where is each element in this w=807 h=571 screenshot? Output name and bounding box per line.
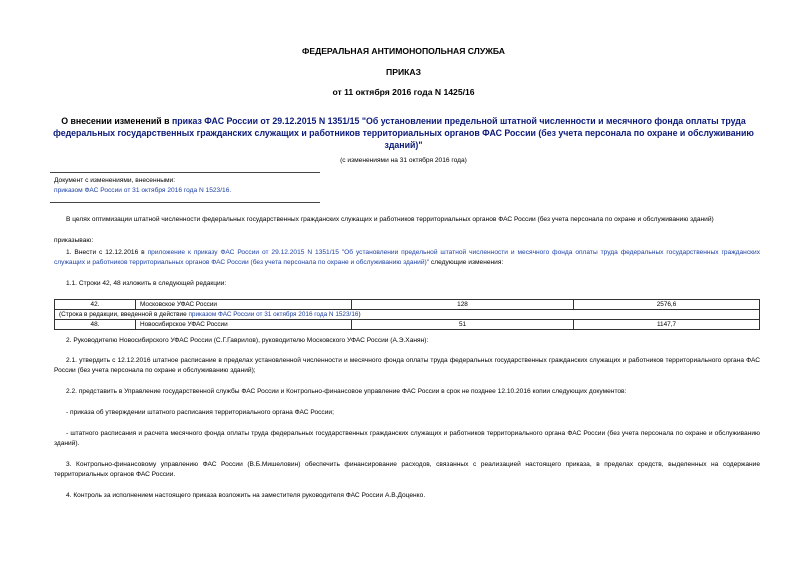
table-cell-staff: 128 [352, 300, 574, 310]
title-prefix: О внесении изменений в [61, 116, 172, 126]
item-3: 3. Контрольно-финансовому управлению ФАС России (В.Б.Мишеловин) обеспечить финансирование расходов, связанных с реализацией настоящего приказа, в пределах средств, выделенных на содержание территориальных органов ФАС России. [54, 461, 760, 478]
item-4: 4. Контроль за исполнением настоящего приказа возложить на заместителя руководителя ФАС России А.В.Доценко. [66, 492, 426, 499]
doc-type-heading: ПРИКАЗ [386, 67, 421, 77]
doc-date-number: от 11 октября 2016 года N 1425/16 [332, 87, 475, 97]
item-1-link[interactable]: приложение к приказу ФАС России от 29.12.2015 N 1351/15 "Об установлении предельной штатной численности и месячного фонда оплаты труда федеральных государственных гражданских служащих и работников территориальных органов ФАС России (без учета персонала по охране и обслуживанию зданий)" [54, 249, 760, 266]
table-note-post: ) [358, 311, 361, 318]
item-1 [54, 248, 760, 267]
table-note-row [55, 310, 760, 320]
item-1-1: 1.1. Строки 42, 48 изложить в следующей редакции: [66, 280, 227, 287]
table-cell-name: Новосибирское УФАС России [136, 320, 352, 330]
amendments-table [54, 299, 760, 330]
table-row [55, 300, 760, 310]
item-2: 2. Руководителю Новосибирского УФАС России (С.Г.Гаврилов), руководителю Московского УФАС России (А.Э.Ханян): [66, 337, 429, 344]
item-2-1: 2.1. утвердить с 12.12.2016 штатное расписание в пределах установленной численности и месячного фонда оплаты труда федеральных государственных гражданских служащих и работников территориального органа ФАС России (без учета персонала по охране и обслуживанию зданий); [54, 357, 760, 374]
table-cell-number: 42. [55, 300, 136, 310]
bullet-1: - приказа об утверждении штатного расписания территориального органа ФАС России; [66, 409, 334, 416]
intro-paragraph: В целях оптимизации штатной численности федеральных государственных гражданских служащих и работников территориальных органов ФАС России (без учета персонала по охране и обслуживанию зданий) [66, 216, 714, 223]
title-link[interactable]: приказ ФАС России от 29.12.2015 N 1351/15 "Об установлении предельной штатной численности и месячного фонда оплаты труда федеральных государственных гражданских служащих и работников территориальных органов ФАС России (без учета персонала по охране и обслуживанию зданий)" [53, 116, 754, 150]
item-1-pre: 1. Внести с 12.12.2016 в [66, 249, 148, 256]
separator-top [50, 172, 320, 173]
table-cell-staff: 51 [352, 320, 574, 330]
bullet-2: - штатного расписания и расчета месячного фонда оплаты труда федеральных государственных гражданских служащих и работников территориального органа ФАС России (без учета персонала по охране и обслуживанию зданий). [54, 430, 760, 447]
separator-bottom [50, 202, 320, 203]
table-note-cell [55, 310, 760, 320]
changes-link[interactable]: приказом ФАС России от 31 октября 2016 года N 1523/16. [54, 187, 232, 194]
table-cell-number: 48. [55, 320, 136, 330]
table-cell-fund: 1147,7 [574, 320, 760, 330]
revision-note: (с изменениями на 31 октября 2016 года) [340, 157, 467, 164]
table-note-link[interactable]: приказом ФАС России от 31 октября 2016 года N 1523/16 [188, 311, 359, 318]
table-row [55, 320, 760, 330]
item-2-2: 2.2. представить в Управление государственной службы ФАС России и Контрольно-финансовое управление ФАС России в срок не позднее 12.10.2016 копии следующих документов: [66, 388, 627, 395]
changes-label: Документ с изменениями, внесенными: [54, 177, 176, 184]
table-note-pre: (Строка в редакции, введенной в действие [59, 311, 189, 318]
table-cell-fund: 2576,6 [574, 300, 760, 310]
agency-heading: ФЕДЕРАЛЬНАЯ АНТИМОНОПОЛЬНАЯ СЛУЖБА [302, 46, 505, 56]
item-1-post: следующие изменения: [429, 258, 504, 266]
document-title [50, 115, 757, 151]
table-cell-name: Московское УФАС России [136, 300, 352, 310]
order-word: приказываю: [54, 237, 94, 244]
